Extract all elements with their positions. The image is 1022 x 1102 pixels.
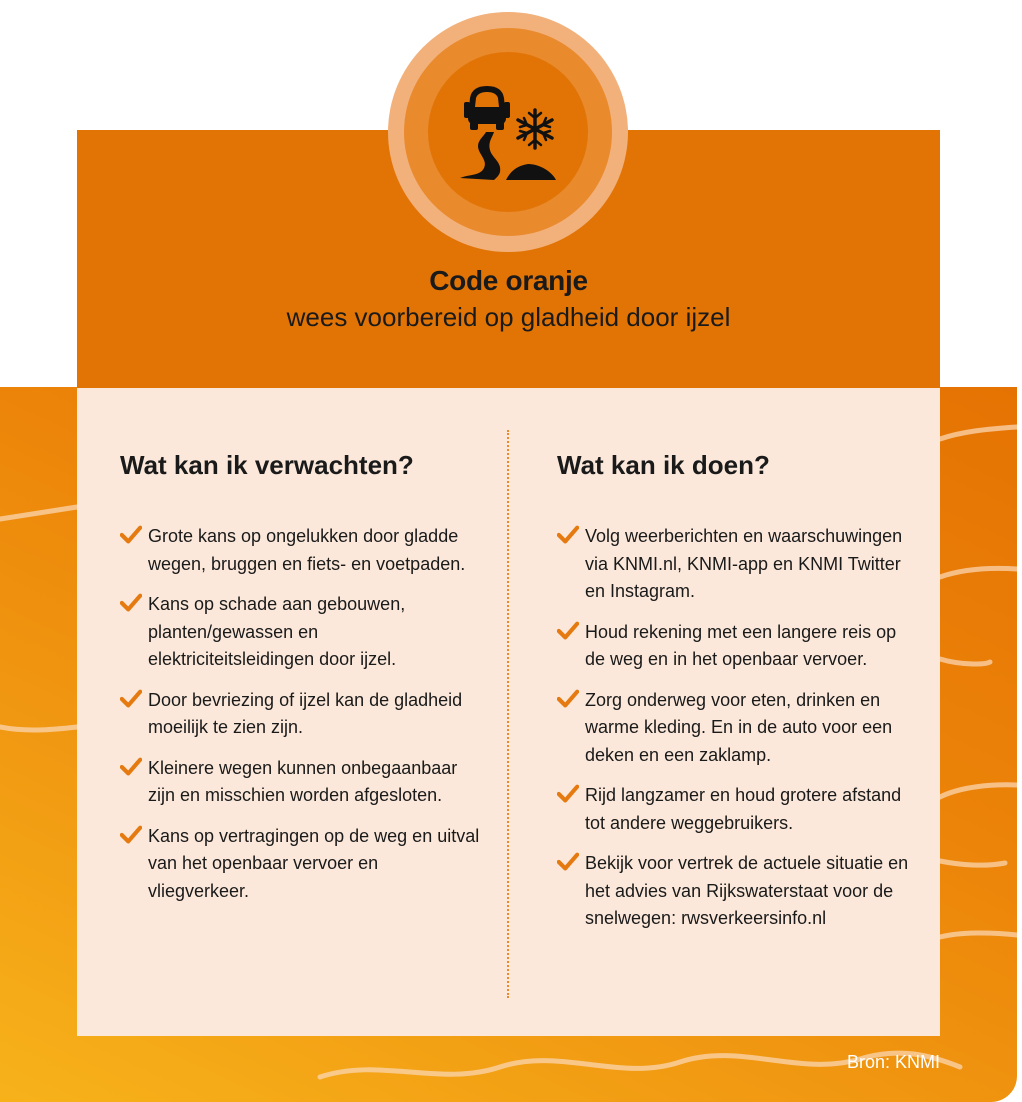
page-subtitle: wees voorbereid op gladheid door ijzel <box>286 302 731 332</box>
checkmark-icon <box>557 620 579 642</box>
checkmark-icon <box>557 851 579 873</box>
list-item-text: Bekijk voor vertrek de actuele situatie en het advies van Rijkswaterstaat voor de snelwegen: rwsverkeersinfo.nl <box>585 853 909 928</box>
checkmark-icon <box>557 688 579 710</box>
list-item <box>557 782 917 837</box>
slippery-road-ice-icon <box>456 80 560 184</box>
checkmark-icon <box>120 688 142 710</box>
column-divider <box>507 430 509 998</box>
checkmark-icon <box>120 756 142 778</box>
actions-heading: Wat kan ik doen? <box>557 450 770 480</box>
expect-heading: Wat kan ik verwachten? <box>120 450 414 480</box>
checkmark-icon <box>557 783 579 805</box>
source-credit: Bron: KNMI <box>846 1052 940 1072</box>
list-item <box>120 523 480 578</box>
checkmark-icon <box>557 524 579 546</box>
list-item <box>120 823 480 906</box>
actions-column <box>557 450 917 946</box>
list-item-text: Volg weerberichten en waarschuwingen via KNMI.nl, KNMI-app en KNMI Twitter en Instagram. <box>585 526 903 601</box>
list-item <box>557 850 917 933</box>
page-title: Code oranje <box>429 265 588 296</box>
list-item <box>557 687 917 770</box>
list-item <box>557 619 917 674</box>
expect-column <box>120 450 480 918</box>
list-item-text: Zorg onderweg voor eten, drinken en warme kleding. En in de auto voor een deken en een zaklamp. <box>585 689 893 765</box>
expect-list <box>120 523 480 905</box>
checkmark-icon <box>120 592 142 614</box>
list-item-text: Kleinere wegen kunnen onbegaanbaar zijn en misschien worden afgesloten. <box>148 757 458 805</box>
list-item-text: Kans op vertragingen op de weg en uitval van het openbaar vervoer en vliegverkeer. <box>148 825 480 901</box>
list-item <box>120 755 480 810</box>
list-item-text: Grote kans op ongelukken door gladde wegen, bruggen en fiets- en voetpaden. <box>148 526 466 574</box>
list-item <box>120 687 480 742</box>
actions-list <box>557 523 917 933</box>
list-item <box>120 591 480 674</box>
list-item-text: Houd rekening met een langere reis op de weg en in het openbaar vervoer. <box>585 621 897 669</box>
checkmark-icon <box>120 524 142 546</box>
list-item-text: Door bevriezing of ijzel kan de gladheid moeilijk te zien zijn. <box>148 689 463 737</box>
list-item <box>557 523 917 606</box>
list-item-text: Rijd langzamer en houd grotere afstand tot andere weggebruikers. <box>585 785 902 833</box>
checkmark-icon <box>120 824 142 846</box>
list-item-text: Kans op schade aan gebouwen, planten/gewassen en elektriciteitsleidingen door ijzel. <box>148 594 406 669</box>
